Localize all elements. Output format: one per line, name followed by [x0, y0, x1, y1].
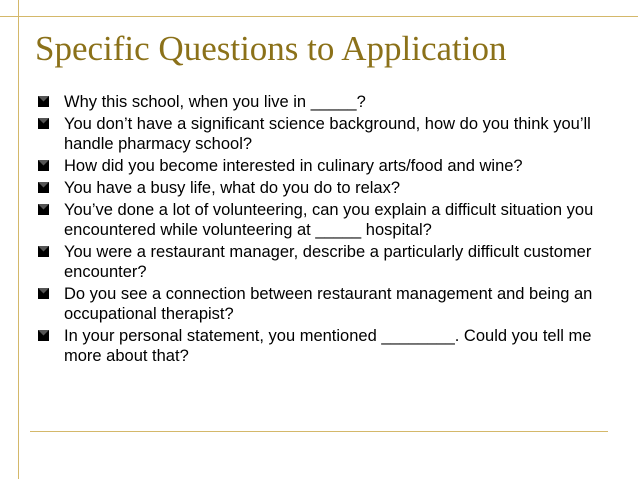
bullet-text: You have a busy life, what do you do to relax?	[64, 179, 401, 197]
bullet-text: You don’t have a significant science background, how do you think you’ll handle pharmacy school?	[64, 115, 591, 153]
bullet-text: In your personal statement, you mentioned ________. Could you tell me more about that?	[64, 327, 592, 365]
square-bullet-icon	[38, 182, 49, 193]
square-bullet-icon	[38, 118, 49, 129]
bullet-text: Why this school, when you live in _____?	[64, 93, 366, 111]
bullet-text: How did you become interested in culinary arts/food and wine?	[64, 157, 523, 175]
bullet-list	[37, 92, 617, 368]
square-bullet-icon	[38, 96, 49, 107]
bullet-text: Do you see a connection between restaurant management and being an occupational therapist?	[64, 285, 593, 323]
slide-title: Specific Questions to Application	[35, 29, 507, 68]
square-bullet-icon	[38, 246, 49, 257]
list-item	[37, 92, 617, 112]
square-bullet-icon	[38, 330, 49, 341]
list-item	[37, 242, 617, 282]
top-rule	[0, 16, 638, 17]
square-bullet-icon	[38, 204, 49, 215]
list-item	[37, 156, 617, 176]
bottom-rule	[30, 431, 608, 432]
list-item	[37, 178, 617, 198]
list-item	[37, 284, 617, 324]
left-rule	[18, 0, 19, 479]
bullet-text: You were a restaurant manager, describe a particularly difficult customer encounter?	[64, 243, 592, 281]
square-bullet-icon	[38, 288, 49, 299]
list-item	[37, 114, 617, 154]
bullet-text: You’ve done a lot of volunteering, can you explain a difficult situation you encountered while volunteering at _____ hospital?	[64, 201, 594, 239]
square-bullet-icon	[38, 160, 49, 171]
list-item	[37, 200, 617, 240]
list-item	[37, 326, 617, 366]
